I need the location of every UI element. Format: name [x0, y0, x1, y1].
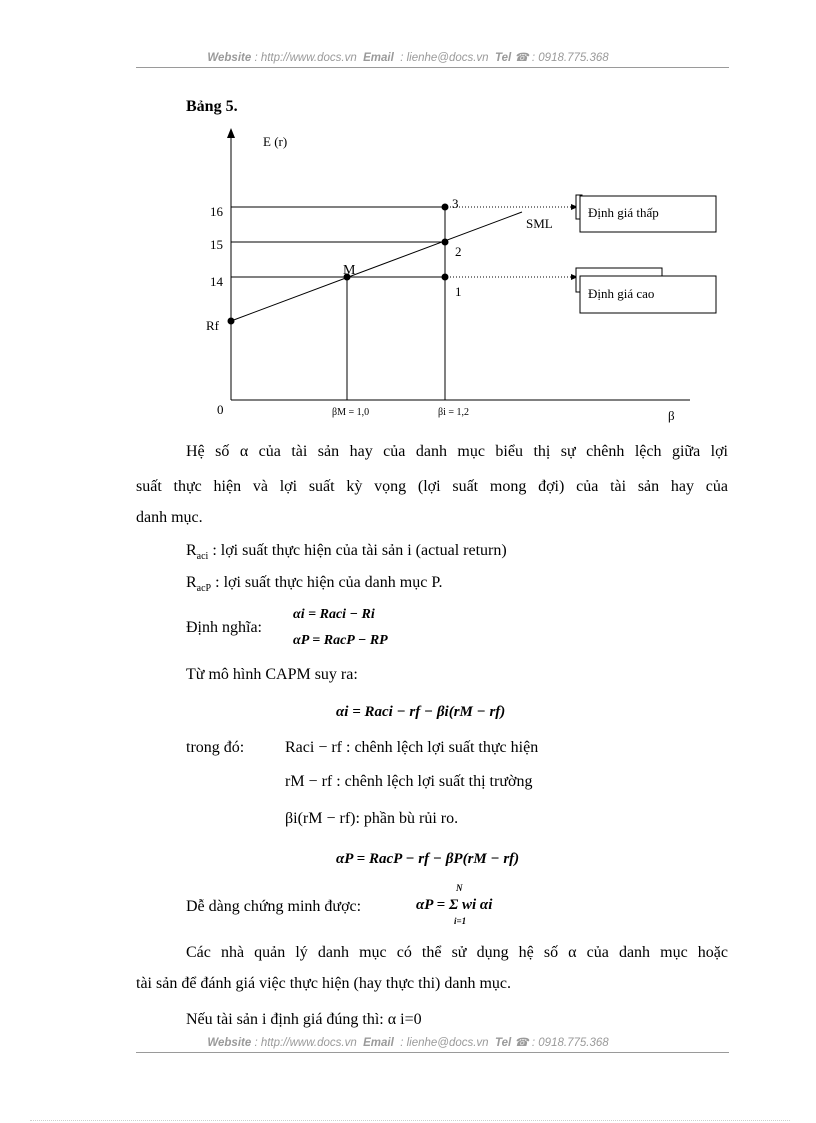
header-tel-label: Tel [494, 52, 512, 64]
header-website-label: Website [207, 52, 252, 64]
capm-equation: αi = Raci − rf − βi(rM − rf) [336, 704, 506, 720]
where-label: trong đó: [186, 739, 245, 756]
point-3 [442, 204, 449, 211]
footer-email-label: Email [363, 1037, 394, 1049]
racp-subscript: acP [196, 583, 212, 595]
x-tick-label: βM = 1,0 [332, 407, 370, 418]
x-axis-label: β [668, 408, 675, 423]
para1-line3: danh mục. [136, 509, 203, 526]
x-tick-label: βi = 1,2 [438, 407, 470, 418]
capm-label: Từ mô hình CAPM suy ra: [186, 666, 358, 683]
header-email: : lienhe@docs.vn [400, 52, 489, 64]
point-m-label: M [343, 263, 356, 278]
para2-line2: tài sản để đánh giá việc thực hiện (hay thực thi) danh mục. [136, 975, 511, 992]
where-item-2: rM − rf : chênh lệch lợi suất thị trường [285, 773, 533, 790]
label-underpriced: Định giá thấp [588, 205, 659, 220]
y-axis-arrow [227, 128, 235, 138]
racp-text: : lợi suất thực hiện của danh mục P. [211, 574, 443, 591]
raci-definition [186, 543, 507, 565]
footer-website: : http://www.docs.vn [254, 1037, 357, 1049]
origin-label: 0 [217, 402, 224, 417]
sml-chart [0, 0, 816, 440]
portfolio-equation: αP = RacP − rf − βP(rM − rf) [336, 851, 520, 867]
prove-equation: αP = Σ wi αi [416, 897, 493, 913]
point-3-label: 3 [452, 196, 459, 211]
para1-line1: Hệ số α của tài sản hay của danh mục biểu thị sự chênh lệch giữa lợi [186, 443, 728, 460]
point-1-label: 1 [455, 284, 462, 299]
page-footer [0, 1035, 816, 1049]
footer-rule [136, 1052, 729, 1053]
footer-tel: ☎ : 0918.775.368 [514, 1037, 609, 1049]
table-title: Bảng 5. [186, 98, 238, 115]
header-tel: ☎ : 0918.775.368 [514, 52, 609, 64]
label-overpriced: Định giá cao [588, 286, 655, 301]
page-bottom-edge [30, 1120, 790, 1121]
sum-lower-limit: i=1 [454, 916, 467, 926]
para1-line2: suất thực hiện và lợi suất kỳ vọng (lợi suất mong đợi) của tài sản hay của [136, 478, 728, 495]
footer-website-label: Website [207, 1037, 252, 1049]
y-tick-label: 15 [210, 237, 223, 252]
raci-subscript: aci [196, 551, 209, 563]
footer-tel-label: Tel [494, 1037, 512, 1049]
header-email-label: Email [363, 52, 394, 64]
def-eq-alpha-p: αP = RacP − RP [293, 633, 388, 648]
point-1 [442, 274, 449, 281]
point-2 [442, 239, 449, 246]
sml-line [231, 212, 522, 321]
last-line: Nếu tài sản i định giá đúng thì: α i=0 [186, 1011, 422, 1028]
y-tick-label: 14 [210, 274, 223, 289]
rf-point [228, 318, 235, 325]
raci-text: : lợi suất thực hiện của tài sản i (actual return) [208, 542, 507, 559]
raci-symbol: R [186, 542, 197, 559]
def-eq-alpha-i: αi = Raci − Ri [293, 607, 375, 622]
racp-symbol: R [186, 574, 197, 591]
where-item-1: Raci − rf : chênh lệch lợi suất thực hiện [285, 739, 539, 756]
para2-line1: Các nhà quản lý danh mục có thể sử dụng hệ số α của danh mục hoặc [186, 944, 728, 961]
y-tick-label: 16 [210, 204, 223, 219]
sml-label: SML [526, 216, 553, 231]
y-axis-label: E (r) [263, 134, 288, 149]
rf-label: Rf [206, 318, 219, 333]
where-item-3: βi(rM − rf): phần bù rủi ro. [285, 810, 459, 827]
sum-upper-limit: N [456, 883, 463, 893]
racp-definition [186, 575, 442, 597]
header-website: : http://www.docs.vn [254, 52, 357, 64]
footer-email: : lienhe@docs.vn [400, 1037, 489, 1049]
prove-label: Dễ dàng chứng minh được: [186, 898, 362, 915]
definition-label: Định nghĩa: [186, 619, 262, 636]
point-2-label: 2 [455, 244, 462, 259]
